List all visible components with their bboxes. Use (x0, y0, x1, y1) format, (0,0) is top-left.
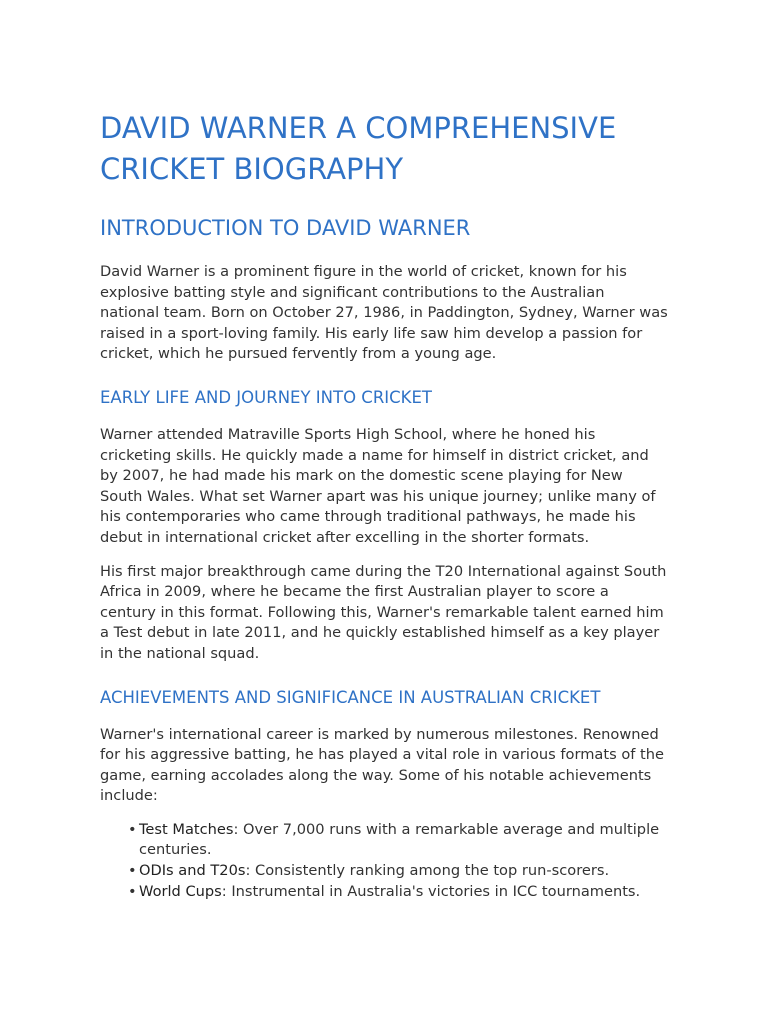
section-heading: ACHIEVEMENTS AND SIGNIFICANCE IN AUSTRALIAN CRICKET (100, 687, 601, 707)
list-item (128, 882, 668, 903)
list-item-term: ODIs and T20s (139, 862, 246, 880)
list-item-text: : Over 7,000 runs with a remarkable average and multiple centuries. (139, 820, 660, 859)
list-item-text: : Consistently ranking among the top run-scorers. (245, 862, 610, 880)
paragraph: David Warner is a prominent figure in the world of cricket, known for his explosive batting style and significant contributions to the Australian national team. Born on October 27, 1986, in Paddington, Sydney, Warner was raised in a sport-loving family. His early life saw him develop a passion for cricket, which he pursued fervently from a young age. (100, 263, 668, 363)
list-item (128, 820, 668, 861)
section-introduction (100, 214, 668, 365)
document-title: DAVID WARNER A COMPREHENSIVE CRICKET BIOGRAPHY (100, 111, 617, 186)
section-heading: EARLY LIFE AND JOURNEY INTO CRICKET (100, 387, 433, 407)
bullet-icon: • (128, 882, 137, 900)
list-item-text: : Instrumental in Australia's victories in ICC tournaments. (221, 882, 641, 900)
paragraph: Warner attended Matraville Sports High School, where he honed his cricketing skills. He quickly made a name for himself in district cricket, and by 2007, he had made his mark on the domestic scene playing for New South Wales. What set Warner apart was his unique journey; unlike many of his contemporaries who came through traditional pathways, he made his debut in international cricket after excelling in the shorter formats. (100, 425, 656, 546)
bullet-icon: • (128, 820, 137, 838)
paragraph: His first major breakthrough came during the T20 International against South Africa in 2009, where he became the first Australian player to score a century in this format. Following this, Warner's remarkable talent earned him a Test debut in late 2011, and he quickly established himself as a key player in the national squad. (100, 562, 667, 662)
achievements-list (100, 820, 668, 902)
section-achievements (100, 687, 668, 903)
paragraph: Warner's international career is marked by numerous milestones. Renowned for his aggressive batting, he has played a vital role in various formats of the game, earning accolades along the way. Some of his notable achievements include: (100, 725, 664, 805)
section-early-life (100, 387, 668, 665)
list-item-term: World Cups (139, 882, 222, 900)
bullet-icon: • (128, 862, 137, 880)
list-item (128, 861, 668, 882)
list-item-term: Test Matches (139, 820, 234, 838)
section-heading: INTRODUCTION TO DAVID WARNER (100, 216, 471, 240)
